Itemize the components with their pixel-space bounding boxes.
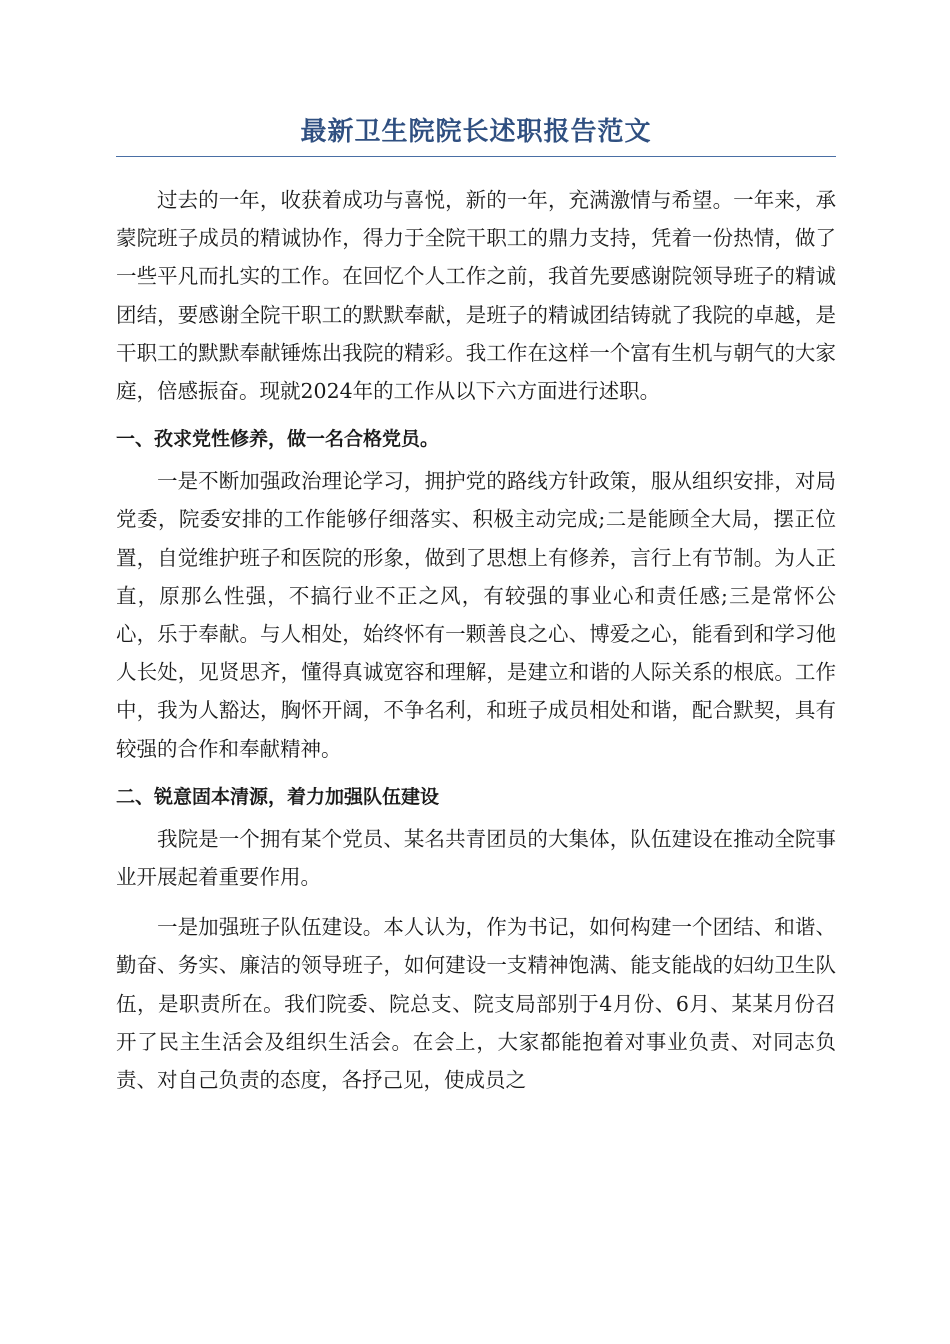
section-2-paragraph-1: 我院是一个拥有某个党员、某名共青团员的大集体，队伍建设在推动全院事业开展起着重要作用。 <box>116 826 836 890</box>
section-1-paragraph: 一是不断加强政治理论学习，拥护党的路线方针政策，服从组织安排，对局党委，院委安排的工作能够仔细落实、积极主动完成;二是能顾全大局，摆正位置，自觉维护班子和医院的形象，做到了思想上有修养，言行上有节制。为人正直，原那么性强，不搞行业不正之风，有较强的事业心和责任感;三是常怀公心，乐于奉献。与人相处，始终怀有一颗善良之心、博爱之心，能看到和学习他人长处，见贤思齐，懂得真诚宽容和理解，是建立和谐的人际关系的根底。工作中，我为人豁达，胸怀开阔，不争名利，和班子成员相处和谐，配合默契，具有较强的合作和奉献精神。 <box>116 469 836 761</box>
section-2-paragraph-2: 一是加强班子队伍建设。本人认为，作为书记，如何构建一个团结、和谐、勤奋、务实、廉洁的领导班子，如何建设一支精神饱满、能支能战的妇幼卫生队伍，是职责所在。我们院委、院总支、院支局部别于4月份、6月、某某月份召开了民主生活会及组织生活会。在会上，大家都能抱着对事业负责、对同志负责、对自己负责的态度，各抒己见，使成员之 <box>116 915 836 1093</box>
document-page <box>116 112 836 1099</box>
section-2-heading: 二、锐意固本清源，着力加强队伍建设 <box>116 785 440 808</box>
section-1-heading: 一、孜求党性修养，做一名合格党员。 <box>116 428 440 451</box>
document-title: 最新卫生院院长述职报告范文 <box>116 112 836 157</box>
intro-paragraph: 过去的一年，收获着成功与喜悦，新的一年，充满激情与希望。一年来，承蒙院班子成员的精诚协作，得力于全院干职工的鼎力支持，凭着一份热情，做了一些平凡而扎实的工作。在回忆个人工作之前，我首先要感谢院领导班子的精诚团结，要感谢全院干职工的默默奉献，是班子的精诚团结铸就了我院的卓越，是干职工的默默奉献锤炼出我院的精彩。我工作在这样一个富有生机与朝气的大家庭，倍感振奋。现就2024年的工作从以下六方面进行述职。 <box>116 188 836 404</box>
